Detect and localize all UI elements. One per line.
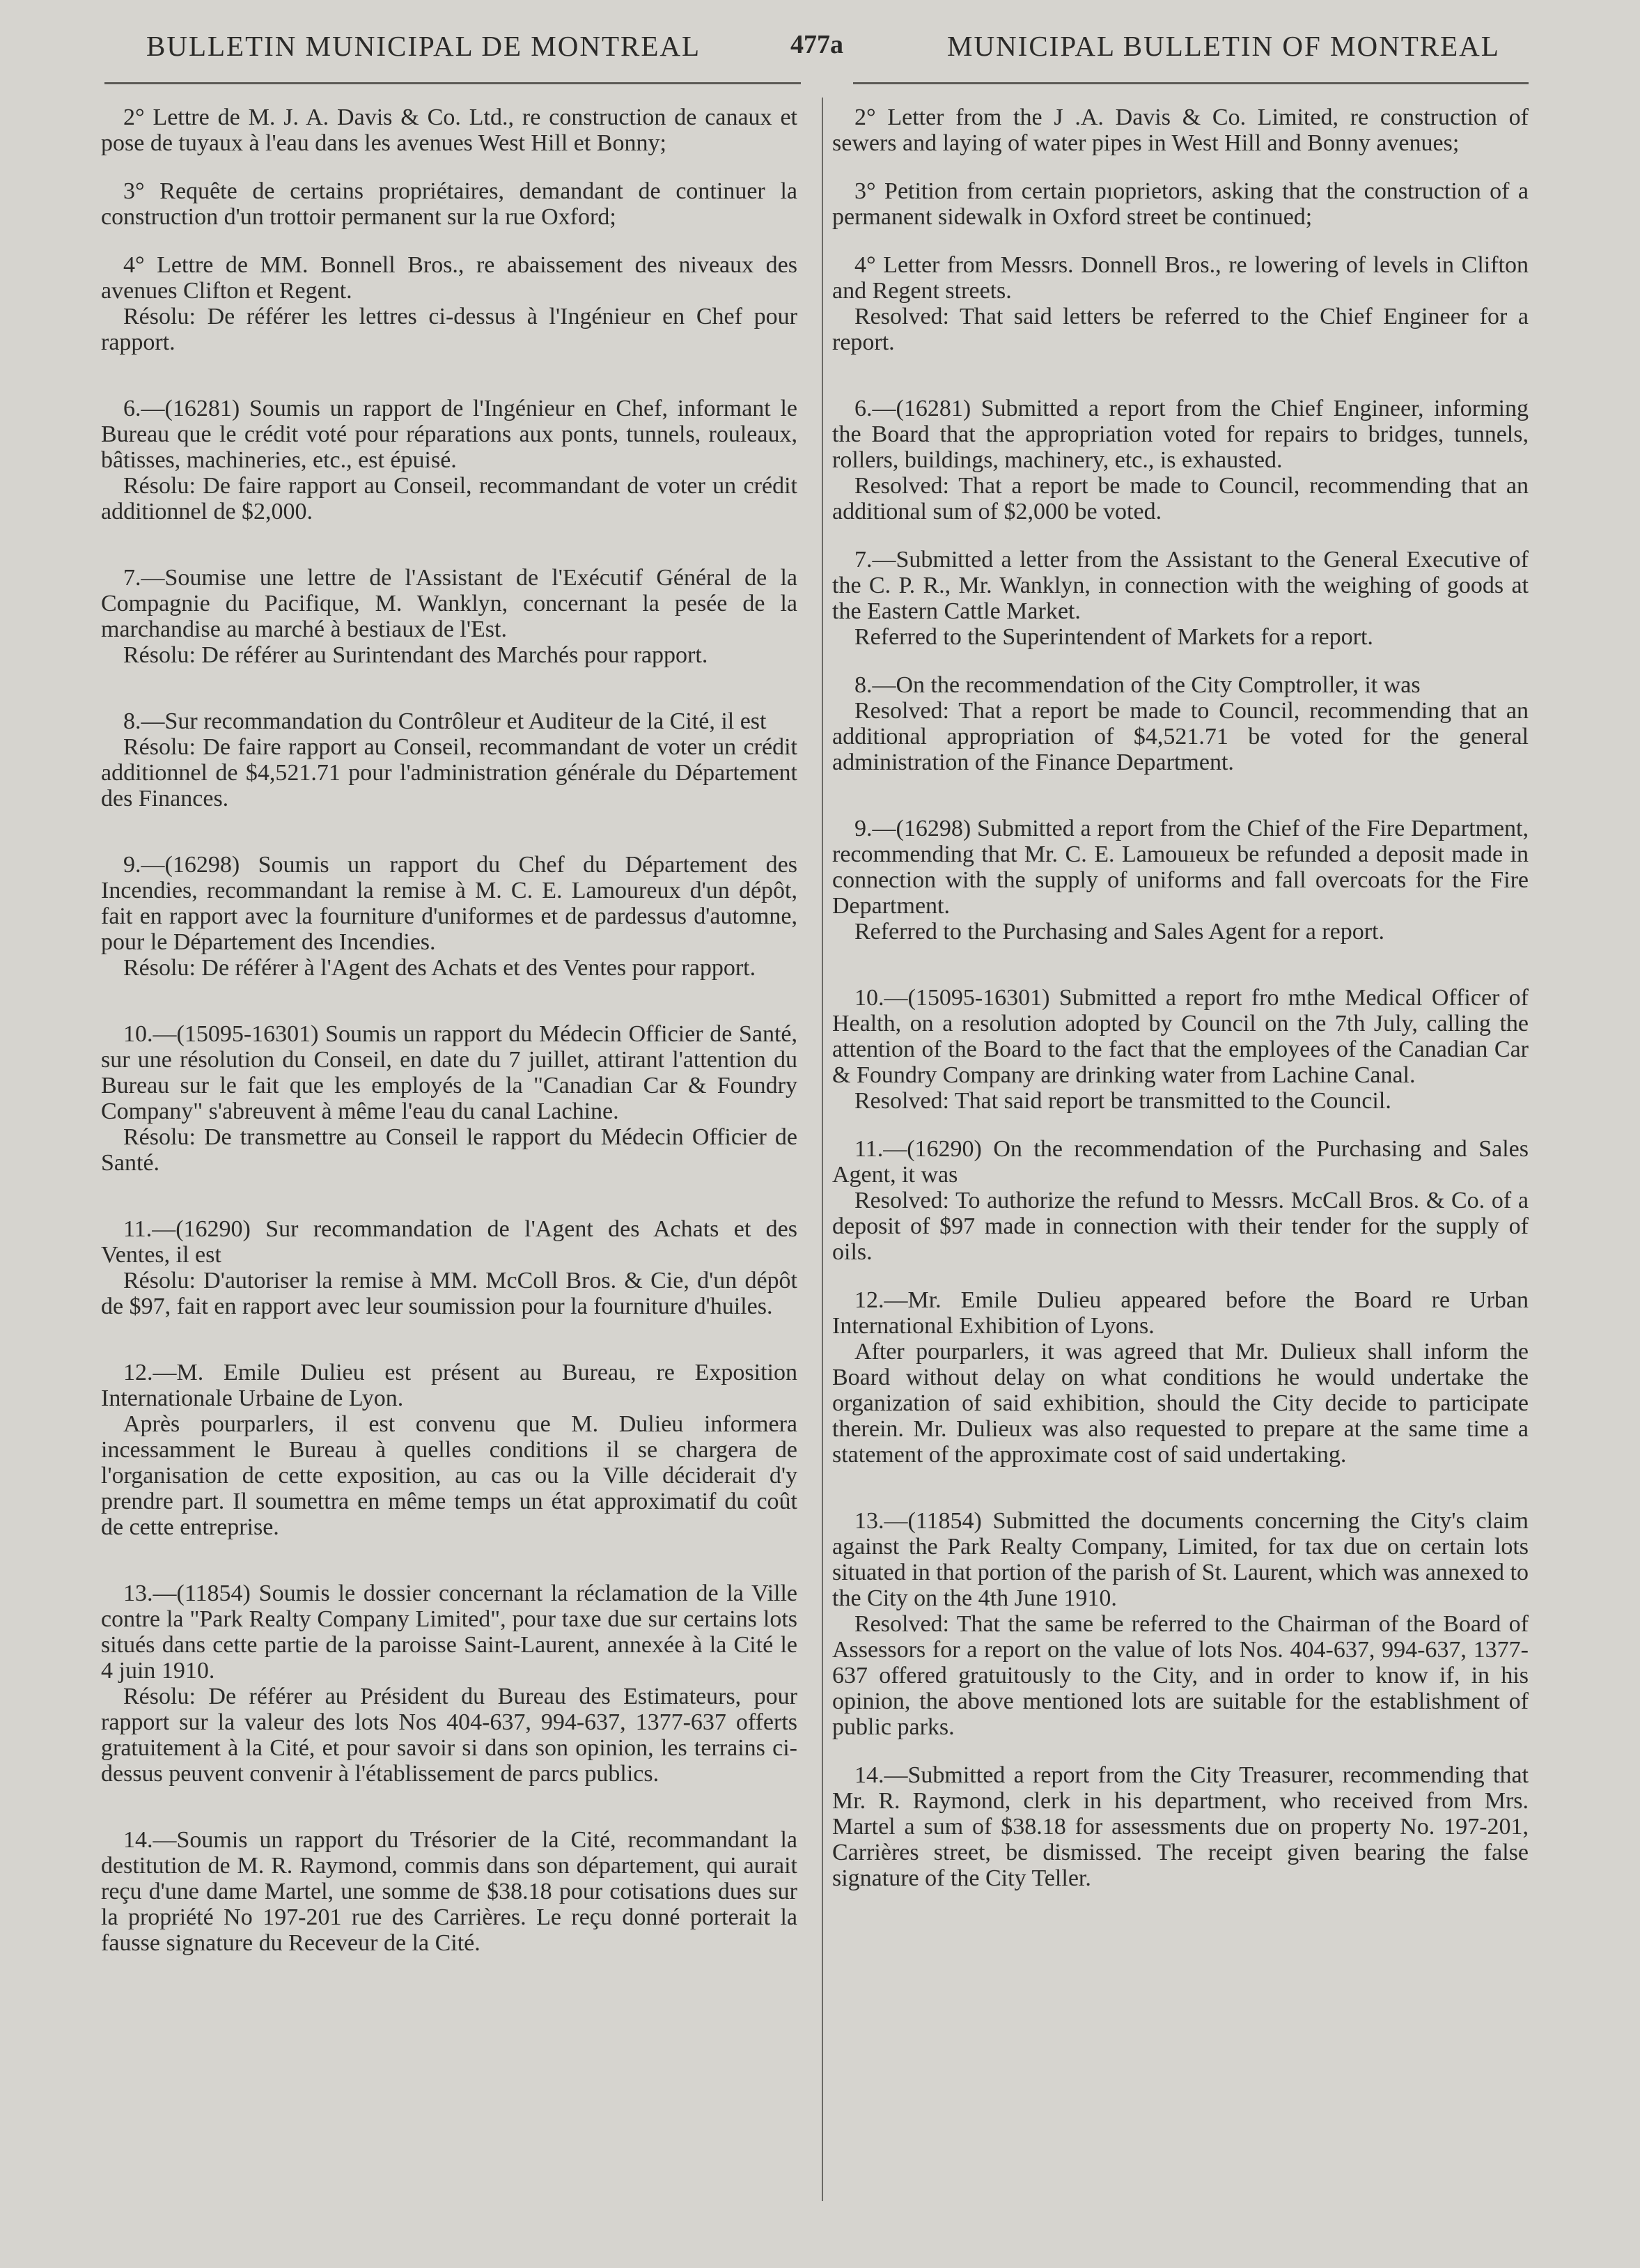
item-resolution: Resolved: To authorize the refund to Messrs. McCall Bros. & Co. of a deposit of $97 made in connection with their tender for the supply of oils. — [832, 1188, 1529, 1265]
page-number: 477a — [790, 30, 843, 59]
minute-item — [101, 708, 797, 811]
minute-item — [101, 1021, 797, 1176]
minute-item — [832, 252, 1529, 355]
minute-item — [832, 1508, 1529, 1740]
minute-item — [101, 565, 797, 668]
item-text: 3° Petition from certain pıoprietors, asking that the construction of a permanent sidewalk in Oxford street be continued; — [832, 178, 1529, 230]
minute-item — [101, 852, 797, 981]
item-text: 7.—Submitted a letter from the Assistant to the General Executive of the C. P. R., Mr. Wanklyn, in connection with the weighing of goods at the Eastern Cattle Market. — [832, 547, 1529, 624]
minute-item — [101, 1360, 797, 1540]
item-text: 6.—(16281) Soumis un rapport de l'Ingénieur en Chef, informant le Bureau que le crédit voté pour réparations aux ponts, tunnels, rouleaux, bâtisses, machineries, etc., est épuisé. — [101, 396, 797, 473]
item-text: 2° Letter from the J .A. Davis & Co. Limited, re construction of sewers and laying of water pipes in West Hill and Bonny avenues; — [832, 104, 1529, 156]
item-text: 10.—(15095-16301) Soumis un rapport du Médecin Officier de Santé, sur une résolution du Conseil, en date du 7 juillet, attirant l'attention du Bureau sur le fait que les employés de la "Canadian Car & Foundry Company" s'abreuvent à même l'eau du canal Lachine. — [101, 1021, 797, 1124]
item-resolution: Résolu: De faire rapport au Conseil, recommandant de voter un crédit additionnel de $2,000. — [101, 473, 797, 525]
item-text: 13.—(11854) Submitted the documents concerning the City's claim against the Park Realty Company, Limited, for tax due on certain lots situated in that portion of the parish of St. Laurent, which was annexed to the City on the 4th June 1910. — [832, 1508, 1529, 1611]
item-resolution: Resolved: That said letters be referred to the Chief Engineer for a report. — [832, 304, 1529, 355]
item-text: 8.—Sur recommandation du Contrôleur et Auditeur de la Cité, il est — [123, 708, 767, 734]
item-text: 14.—Soumis un rapport du Trésorier de la Cité, recommandant la destitution de M. R. Raymond, commis dans son département, qui aurait reçu d'une dame Martel, une somme de $38.18 pour cotisations dues sur la propriété No 197-201 rue des Carrières. Le reçu donné porterait la fausse signature du Receveur de la Cité. — [101, 1827, 797, 1956]
english-column — [832, 104, 1529, 1891]
minute-item — [832, 985, 1529, 1114]
item-text: 9.—(16298) Soumis un rapport du Chef du Département des Incendies, recommandant la remise à M. C. E. Lamoureux d'un dépôt, fait en rapport avec la fourniture d'uniformes et de pardessus d'automne, pour le Département des Incendies. — [101, 852, 797, 955]
item-resolution: Referred to the Purchasing and Sales Agent for a report. — [854, 919, 1384, 945]
item-text: 12.—M. Emile Dulieu est présent au Bureau, re Exposition Internationale Urbaine de Lyon. — [101, 1360, 797, 1411]
item-resolution: Resolved: That a report be made to Council, recommending that an additional appropriation of $4,521.71 be voted for the general administration of the Finance Department. — [832, 698, 1529, 775]
item-resolution: Résolu: De référer les lettres ci-dessus à l'Ingénieur en Chef pour rapport. — [101, 304, 797, 355]
item-text: 9.—(16298) Submitted a report from the Chief of the Fire Department, recommending that Mr. C. E. Lamouıeux be refunded a deposit made in connection with the supply of uniforms and fall overcoats for the Fire Department. — [832, 816, 1529, 919]
minute-item — [832, 1136, 1529, 1265]
item-resolution: Resolved: That said report be transmitted to the Council. — [854, 1088, 1391, 1114]
item-resolution: Resolved: That the same be referred to the Chairman of the Board of Assessors for a report on the value of lots Nos. 404-637, 994-637, 1377-637 offered gratuitously to the City, and in order to know if, in his opinion, the above mentioned lots are suitable for the establishment of public parks. — [832, 1611, 1529, 1740]
item-resolution: After pourparlers, it was agreed that Mr. Dulieux shall inform the Board without delay on what conditions he would undertake the organization of said exhibition, should the City decide to participate therein. Mr. Dulieux was also requested to prepare at the same time a statement of the approximate cost of said undertaking. — [832, 1339, 1529, 1468]
column-divider — [822, 98, 823, 2201]
minute-item — [832, 672, 1529, 775]
minute-item — [101, 252, 797, 355]
item-text: 3° Requête de certains propriétaires, demandant de continuer la construction d'un trottoir permanent sur la rue Oxford; — [101, 178, 797, 230]
item-text: 11.—(16290) On the recommendation of the Purchasing and Sales Agent, it was — [832, 1136, 1529, 1188]
minute-item — [101, 1580, 797, 1787]
header-rule-right — [853, 82, 1529, 84]
item-resolution: Resolved: That a report be made to Council, recommending that an additional sum of $2,000 be voted. — [832, 473, 1529, 525]
page-header — [0, 0, 1640, 77]
minute-item — [832, 1762, 1529, 1891]
item-resolution: Résolu: De faire rapport au Conseil, recommandant de voter un crédit additionnel de $4,521.71 pour l'administration générale du Département des Finances. — [101, 734, 797, 811]
item-text: 12.—Mr. Emile Dulieu appeared before the Board re Urban International Exhibition of Lyons. — [832, 1287, 1529, 1339]
item-resolution: Résolu: D'autoriser la remise à MM. McColl Bros. & Cie, d'un dépôt de $97, fait en rapport avec leur soumission pour la fourniture d'huiles. — [101, 1268, 797, 1319]
minute-item — [832, 547, 1529, 650]
french-column — [101, 104, 797, 1956]
item-text: 10.—(15095-16301) Submitted a report fro mthe Medical Officer of Health, on a resolution adopted by Council on the 7th July, calling the attention of the Board to the fact that the employees of the Canadian Car & Foundry Company are drinking water from Lachine Canal. — [832, 985, 1529, 1088]
item-text: 14.—Submitted a report from the City Treasurer, recommending that Mr. R. Raymond, clerk in his department, who received from Mrs. Martel a sum of $38.18 for assessments due on property No. 197-201, Carrières street, be dismissed. The receipt given bearing the false signature of the City Teller. — [832, 1762, 1529, 1891]
item-text: 4° Lettre de MM. Bonnell Bros., re abaissement des niveaux des avenues Clifton et Regent. — [101, 252, 797, 304]
header-rule-left — [104, 82, 801, 84]
minute-item — [101, 178, 797, 230]
minute-item — [101, 1827, 797, 1956]
item-text: 8.—On the recommendation of the City Comptroller, it was — [854, 672, 1421, 698]
item-resolution: Résolu: De référer au Surintendant des Marchés pour rapport. — [123, 642, 708, 668]
item-text: 4° Letter from Messrs. Donnell Bros., re lowering of levels in Clifton and Regent streets. — [832, 252, 1529, 304]
item-resolution: Résolu: De référer au Président du Bureau des Estimateurs, pour rapport sur la valeur des lots Nos 404-637, 994-637, 1377-637 offerts gratuitement à la Cité, et pour savoir si dans son opinion, les terrains ci-dessus peuvent convenir à l'établissement de parcs publics. — [101, 1684, 797, 1787]
item-resolution: Après pourparlers, il est convenu que M. Dulieu informera incessamment le Bureau à quelles conditions il se chargera de l'organisation de cette exposition, au cas ou la Ville déciderait d'y prendre part. Il soumettra en même temps un état approximatif du coût de cette entreprise. — [101, 1411, 797, 1540]
header-title-french: BULLETIN MUNICIPAL DE MONTREAL — [146, 30, 701, 62]
item-text: 6.—(16281) Submitted a report from the Chief Engineer, informing the Board that the appropriation voted for repairs to bridges, tunnels, rollers, buildings, machinery, etc., is exhausted. — [832, 396, 1529, 473]
item-text: 7.—Soumise une lettre de l'Assistant de l'Exécutif Général de la Compagnie du Pacifique, M. Wanklyn, concernant la pesée de la marchandise au marché à bestiaux de l'Est. — [101, 565, 797, 642]
minute-item — [832, 178, 1529, 230]
item-resolution: Résolu: De référer à l'Agent des Achats et des Ventes pour rapport. — [123, 955, 756, 981]
minute-item — [101, 396, 797, 525]
minute-item — [832, 816, 1529, 945]
minute-item — [101, 104, 797, 156]
item-resolution: Referred to the Superintendent of Markets for a report. — [854, 624, 1373, 650]
item-resolution: Résolu: De transmettre au Conseil le rapport du Médecin Officier de Santé. — [101, 1124, 797, 1176]
header-title-english: MUNICIPAL BULLETIN OF MONTREAL — [947, 30, 1500, 62]
minute-item — [832, 1287, 1529, 1468]
minute-item — [101, 1216, 797, 1319]
item-text: 11.—(16290) Sur recommandation de l'Agent des Achats et des Ventes, il est — [101, 1216, 797, 1268]
item-text: 13.—(11854) Soumis le dossier concernant la réclamation de la Ville contre la "Park Realty Company Limited", pour taxe due sur certains lots situés dans cette partie de la paroisse Saint-Laurent, annexée à la Cité le 4 juin 1910. — [101, 1580, 797, 1684]
minute-item — [832, 104, 1529, 156]
minute-item — [832, 396, 1529, 525]
item-text: 2° Lettre de M. J. A. Davis & Co. Ltd., re construction de canaux et pose de tuyaux à l'eau dans les avenues West Hill et Bonny; — [101, 104, 797, 156]
